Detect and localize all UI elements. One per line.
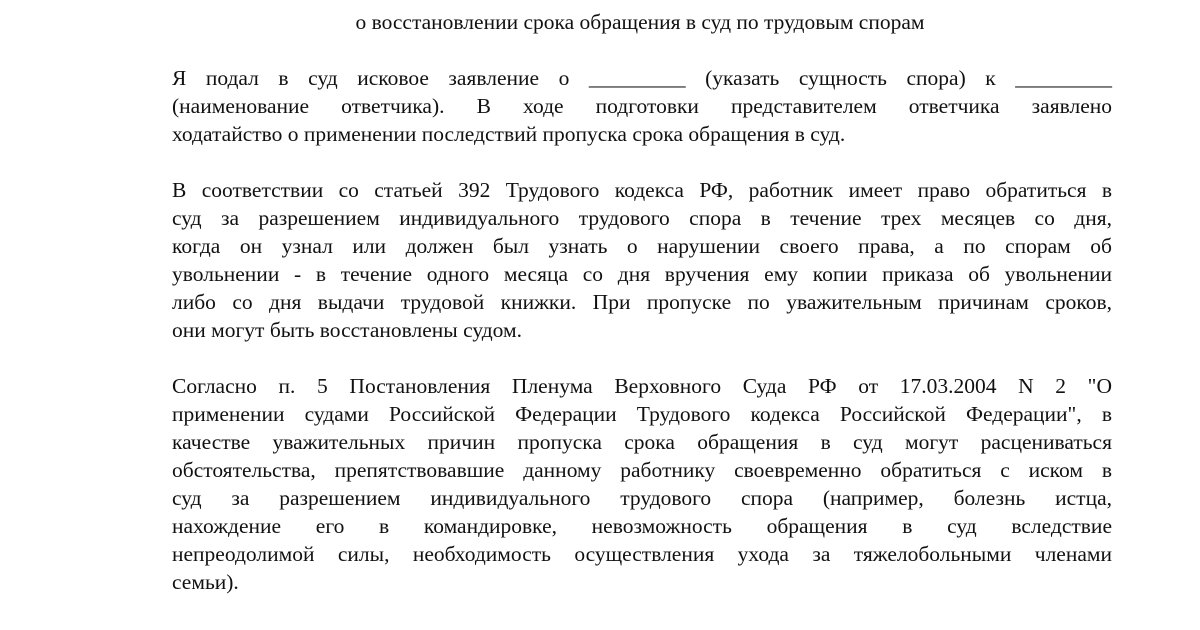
paragraph-line: суд за разрешением индивидуального трудового спора (например, болезнь истца, xyxy=(172,486,1112,510)
paragraph-line: Согласно п. 5 Постановления Пленума Верховного Суда РФ от 17.03.2004 N 2 "О xyxy=(172,374,1112,398)
paragraph-claim xyxy=(172,64,1112,148)
paragraph-line: либо со дня выдачи трудовой книжки. При пропуске по уважительным причинам сроков, xyxy=(172,290,1112,314)
paragraph-line: обстоятельства, препятствовавшие данному работнику своевременно обратиться с иском в xyxy=(172,458,1112,482)
paragraph-line: Я подал в суд исковое заявление о _________ (указать сущность спора) к _________ xyxy=(172,66,1112,90)
paragraph-plenum-resolution xyxy=(172,372,1112,596)
paragraph-line: В соответствии со статьей 392 Трудового кодекса РФ, работник имеет право обратиться в xyxy=(172,178,1112,202)
paragraph-line: нахождение его в командировке, невозможность обращения в суд вследствие xyxy=(172,514,1112,538)
paragraph-line: увольнении - в течение одного месяца со дня вручения ему копии приказа об увольнении xyxy=(172,262,1112,286)
paragraph-line: применении судами Российской Федерации Трудового кодекса Российской Федерации", в xyxy=(172,402,1112,426)
document-title: о восстановлении срока обращения в суд по трудовым спорам xyxy=(355,10,925,34)
paragraph-line: когда он узнал или должен был узнать о нарушении своего права, а по спорам об xyxy=(172,234,1112,258)
paragraph-line: (наименование ответчика). В ходе подготовки представителем ответчика заявлено xyxy=(172,94,1112,118)
paragraph-line: качестве уважительных причин пропуска срока обращения в суд могут расцениваться xyxy=(172,430,1112,454)
paragraph-line: они могут быть восстановлены судом. xyxy=(172,318,523,342)
paragraph-article-392 xyxy=(172,176,1112,344)
paragraph-line: семьи). xyxy=(172,570,239,594)
document-body xyxy=(172,64,1112,624)
paragraph-line: ходатайство о применении последствий пропуска срока обращения в суд. xyxy=(172,122,846,146)
paragraph-line: суд за разрешением индивидуального трудового спора в течение трех месяцев со дня, xyxy=(172,206,1112,230)
paragraph-line: непреодолимой силы, необходимость осуществления ухода за тяжелобольными членами xyxy=(172,542,1112,566)
